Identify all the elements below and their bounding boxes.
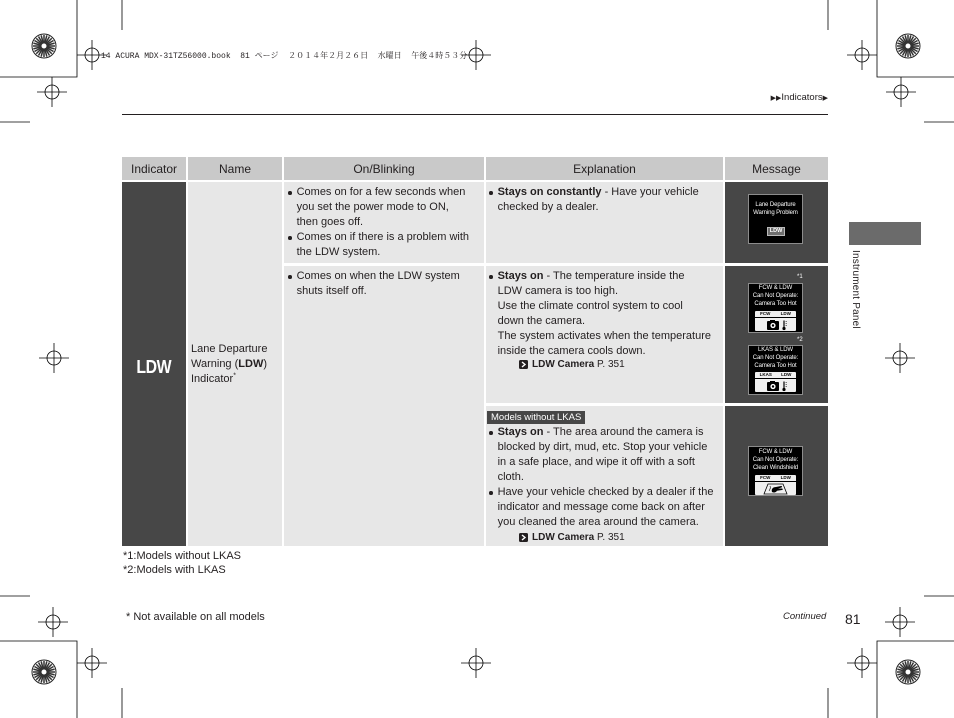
reference-arrow-icon (519, 533, 528, 542)
bullet-icon (489, 431, 493, 435)
reference-page: P. 351 (597, 531, 625, 543)
registration-star-icon (896, 660, 920, 684)
list-item (288, 185, 484, 230)
row3-message (725, 406, 828, 546)
icon-label: LDW (780, 311, 791, 316)
message-line: Warning Problem (753, 210, 798, 216)
name-cell (188, 182, 282, 546)
list-item (489, 269, 723, 359)
list-item-text: - The temperature inside the LDW camera is too high. Use the climate control system to cool down the camera. The system activates when the temperature inside the camera cools down. (497, 270, 711, 357)
breadcrumb-suffix: ▶ (822, 94, 828, 102)
message-line: FCW & LDW (758, 449, 793, 455)
name-text-after: ) Indicator (191, 357, 267, 385)
registration-crosshair-icon (886, 77, 916, 107)
cross-reference-link[interactable] (519, 357, 723, 371)
message-text (749, 195, 802, 217)
list-item (489, 185, 723, 215)
message-line: Can Not Operate: (752, 293, 799, 299)
chapter-tab (849, 222, 921, 245)
message-screen (748, 283, 803, 333)
name-text-before: Lane Departure Warning ( (191, 342, 268, 370)
row1-message (725, 182, 828, 263)
indicator-cell (122, 182, 186, 546)
icon-label: FCW (760, 475, 771, 480)
list-item-text: - Have your vehicle checked by a dealer. (497, 186, 699, 213)
clean-windshield-icon (755, 475, 796, 495)
bullet-icon (489, 191, 493, 195)
list-item-text: Have your vehicle checked by a dealer if the indicator and message come back on after you cleaned the area around the camera. (497, 486, 714, 528)
model-tag: Models without LKAS (487, 411, 585, 424)
list-item-bold: Stays on constantly (497, 186, 602, 198)
registration-crosshair-icon (885, 343, 915, 373)
message-line: Can Not Operate: (752, 457, 799, 463)
breadcrumb-label: Indicators (781, 92, 823, 103)
bullet-icon (489, 491, 493, 495)
reference-arrow-icon (519, 360, 528, 369)
wiping-hand-icon (755, 482, 796, 495)
registration-crosshair-icon (885, 607, 915, 637)
header-name: Name (188, 157, 282, 180)
bullet-icon (288, 191, 292, 195)
registration-crosshair-icon (461, 648, 491, 678)
bullet-icon (288, 236, 292, 240)
registration-crosshair-icon (847, 648, 877, 678)
message-line: Clean Windshield (752, 465, 799, 471)
message-line: LKAS & LDW (757, 347, 793, 353)
icon-label: FCW (760, 311, 771, 316)
reference-page: P. 351 (597, 358, 625, 370)
page-number: 81 (845, 611, 861, 627)
icon-label: LDW (781, 372, 792, 377)
message-screen (748, 345, 803, 395)
reference-title: LDW Camera (532, 358, 595, 370)
camera-too-hot-icon (755, 311, 796, 331)
message-line: Can Not Operate: (752, 355, 799, 361)
header-indicator: Indicator (122, 157, 186, 180)
registration-crosshair-icon (847, 40, 877, 70)
registration-crosshair-icon (77, 648, 107, 678)
message-text (749, 346, 802, 370)
footnote: *2:Models with LKAS (123, 564, 226, 576)
row1-explanation (486, 182, 723, 263)
breadcrumb-prefix: ▶▶ (770, 94, 782, 102)
message-footnote-ref: *1 (797, 274, 803, 280)
icon-label: LKAS (759, 372, 772, 377)
list-item-bold: Stays on (497, 270, 544, 282)
breadcrumb (771, 92, 828, 104)
print-header: 14 ACURA MDX-31TZ56000.book 81 ページ ２０１４年２月２６日 水曜日 午後４時５３分 (101, 52, 468, 61)
message-line: Camera Too Hot (754, 301, 797, 307)
message-text (749, 447, 802, 472)
row2-on-blinking (284, 266, 484, 546)
bullet-icon (288, 275, 292, 279)
registration-crosshair-icon (37, 77, 67, 107)
availability-note: * Not available on all models (126, 611, 265, 623)
footnote-mark: * (233, 371, 236, 379)
list-item (489, 485, 723, 530)
list-item (288, 230, 484, 260)
list-item-text: Comes on if there is a problem with the LDW system. (296, 231, 470, 258)
bullet-icon (489, 275, 493, 279)
cross-reference-link[interactable] (519, 530, 723, 544)
list-item-text: Comes on when the LDW system shuts itself off. (296, 270, 460, 297)
list-item-text: Comes on for a few seconds when you set the power mode to ON, then goes off. (296, 186, 466, 228)
registration-star-icon (896, 34, 920, 58)
registration-crosshair-icon (39, 343, 69, 373)
footnote: *1:Models without LKAS (123, 550, 242, 562)
registration-star-icon (32, 660, 56, 684)
list-item (288, 269, 484, 299)
message-line: Camera Too Hot (754, 363, 797, 369)
message-line: FCW & LDW (758, 285, 793, 291)
row2-explanation (486, 266, 723, 403)
list-item-bold: Stays on (497, 426, 544, 438)
explanation-list (486, 425, 723, 544)
message-screen (748, 194, 803, 244)
camera-thermometer-icon (755, 379, 796, 392)
message-screen (748, 446, 803, 496)
ldw-badge: LDW (767, 227, 785, 236)
name-bold: LDW (238, 357, 264, 370)
list-item (489, 425, 723, 485)
reference-title: LDW Camera (532, 531, 595, 543)
row3-explanation (486, 406, 723, 546)
registration-star-icon (32, 34, 56, 58)
continued-label: Continued (783, 611, 827, 622)
header-on-blinking: On/Blinking (284, 157, 484, 180)
row2-message (725, 266, 828, 403)
header-rule (122, 114, 828, 115)
chapter-tab-label: Instrument Panel (850, 250, 861, 329)
camera-too-hot-icon (755, 372, 796, 392)
message-text (749, 284, 802, 308)
icon-label: LDW (780, 475, 791, 480)
registration-crosshair-icon (38, 607, 68, 637)
header-explanation: Explanation (486, 157, 723, 180)
row1-on-blinking (284, 182, 484, 263)
ldw-indicator-icon: LDW (136, 356, 172, 377)
message-footnote-ref: *2 (797, 337, 803, 343)
list-item-text: - The area around the camera is blocked by dirt, mud, etc. Stop your vehicle in a safe place, and wipe it off with a soft cloth. (497, 426, 708, 483)
header-message: Message (725, 157, 828, 180)
camera-thermometer-icon (755, 318, 796, 331)
message-line: Lane Departure (755, 202, 796, 208)
indicator-name (191, 342, 267, 387)
